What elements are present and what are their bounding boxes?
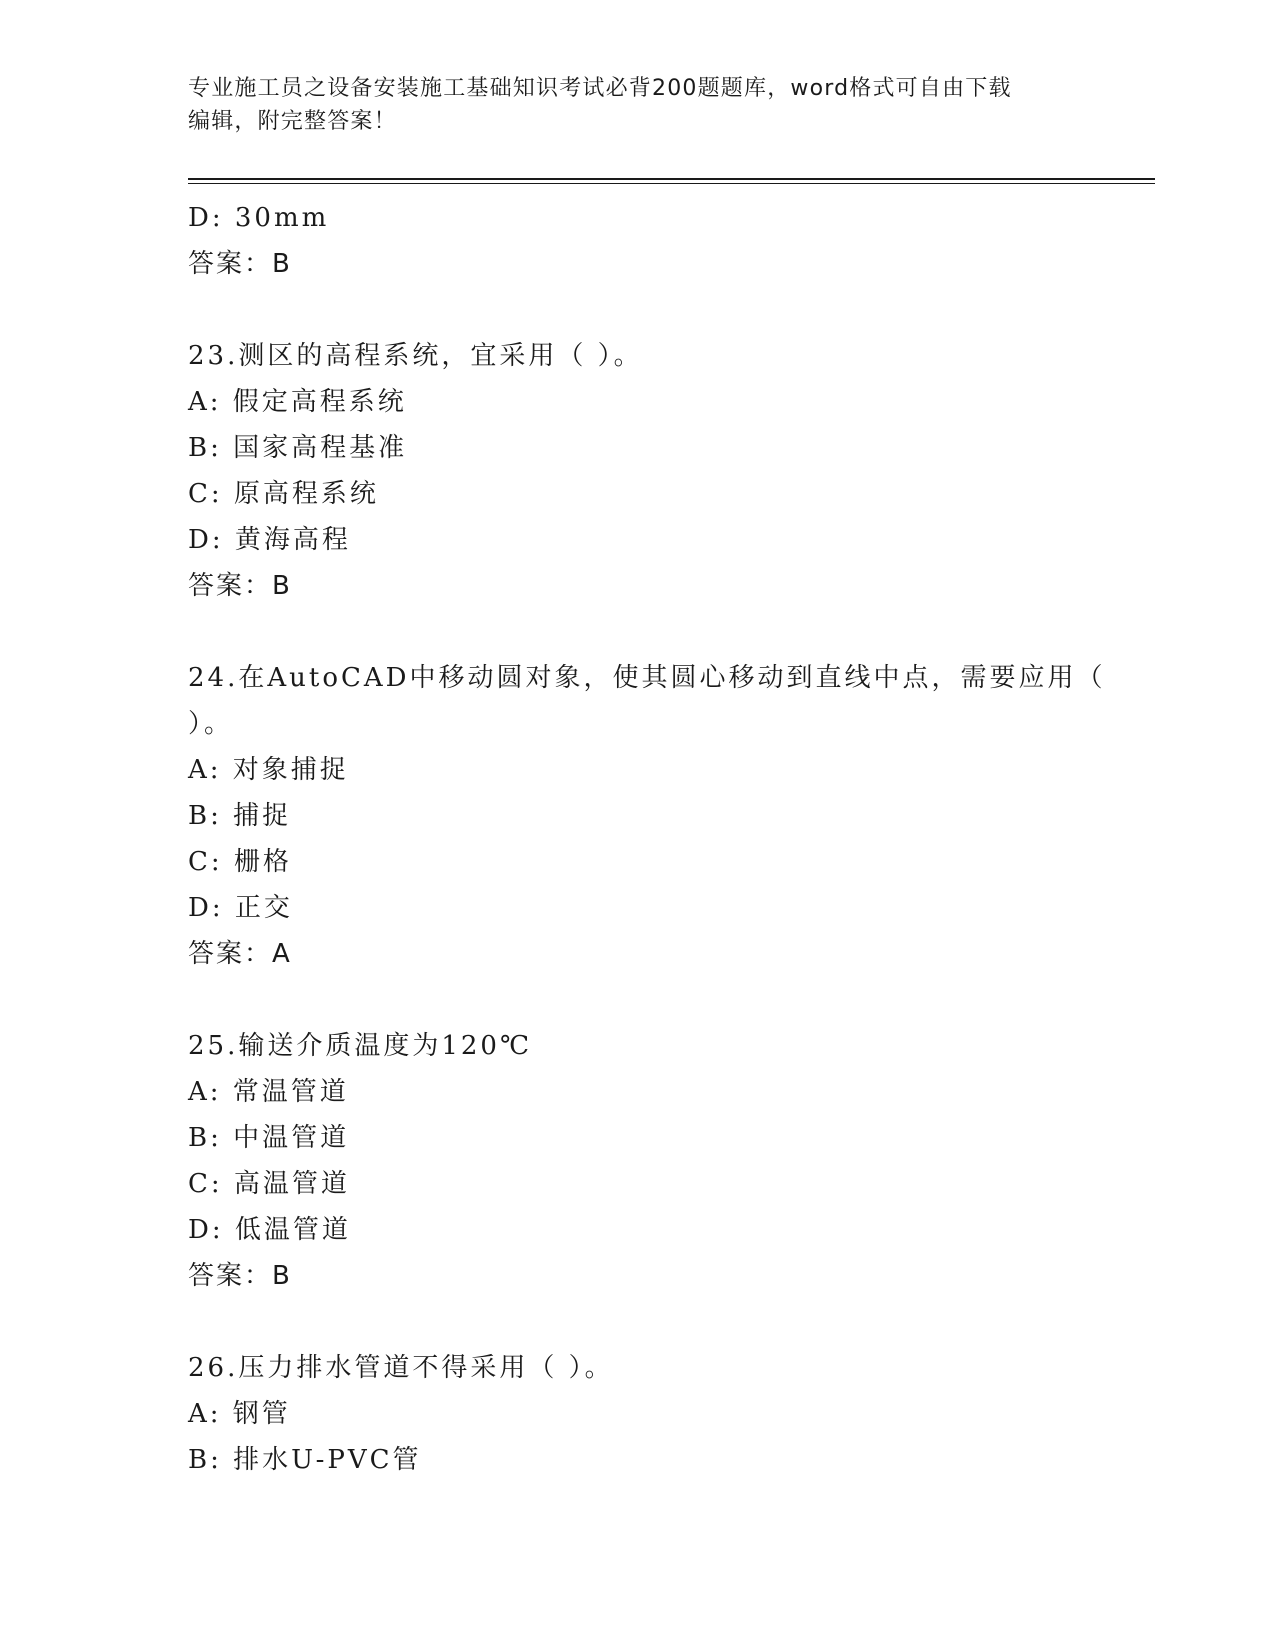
question-23-text: 23.测区的高程系统，宜采用（ ）。 bbox=[188, 341, 643, 371]
question-26-option-b: B: 排水U-PVC管 bbox=[188, 1445, 422, 1475]
header-rule-thin bbox=[188, 183, 1155, 184]
question-25-option-d: D: 低温管道 bbox=[188, 1215, 351, 1245]
question-23-option-b: B: 国家高程基准 bbox=[188, 433, 408, 463]
question-25-option-c: C: 高温管道 bbox=[188, 1169, 350, 1199]
question-23-answer: 答案：B bbox=[188, 571, 292, 601]
question-23-option-a: A: 假定高程系统 bbox=[188, 387, 407, 417]
question-25-option-b: B: 中温管道 bbox=[188, 1123, 350, 1153]
question-26-option-a: A: 钢管 bbox=[188, 1399, 291, 1429]
question-24-answer: 答案：A bbox=[188, 939, 292, 969]
question-26-text: 26.压力排水管道不得采用（ ）。 bbox=[188, 1353, 614, 1383]
question-24-option-d: D: 正交 bbox=[188, 893, 293, 923]
header-line-1: 专业施工员之设备安装施工基础知识考试必背200题题库，word格式可自由下载 bbox=[188, 76, 1012, 101]
document-header bbox=[188, 72, 1088, 138]
question-23-option-d: D: 黄海高程 bbox=[188, 525, 351, 555]
header-rule-thick bbox=[188, 178, 1155, 180]
question-25-answer: 答案：B bbox=[188, 1261, 292, 1291]
spacer bbox=[188, 609, 1088, 655]
question-24-option-a: A: 对象捕捉 bbox=[188, 755, 349, 785]
spacer bbox=[188, 1299, 1088, 1345]
spacer bbox=[188, 287, 1088, 333]
question-24-option-c: C: 栅格 bbox=[188, 847, 292, 877]
question-25-option-a: A: 常温管道 bbox=[188, 1077, 349, 1107]
question-25-text: 25.输送介质温度为120℃ bbox=[188, 1031, 533, 1061]
question-24-text-line-2: ）。 bbox=[188, 709, 234, 739]
question-24-text-line-1: 24.在AutoCAD中移动圆对象，使其圆心移动到直线中点，需要应用（ bbox=[188, 663, 1106, 693]
prev-answer: 答案：B bbox=[188, 249, 292, 279]
question-23-option-c: C: 原高程系统 bbox=[188, 479, 379, 509]
prev-option-d: D: 30mm bbox=[188, 203, 330, 233]
question-list bbox=[188, 195, 1106, 1483]
spacer bbox=[188, 977, 1088, 1023]
question-24-option-b: B: 捕捉 bbox=[188, 801, 292, 831]
header-line-2: 编辑，附完整答案！ bbox=[188, 109, 397, 134]
